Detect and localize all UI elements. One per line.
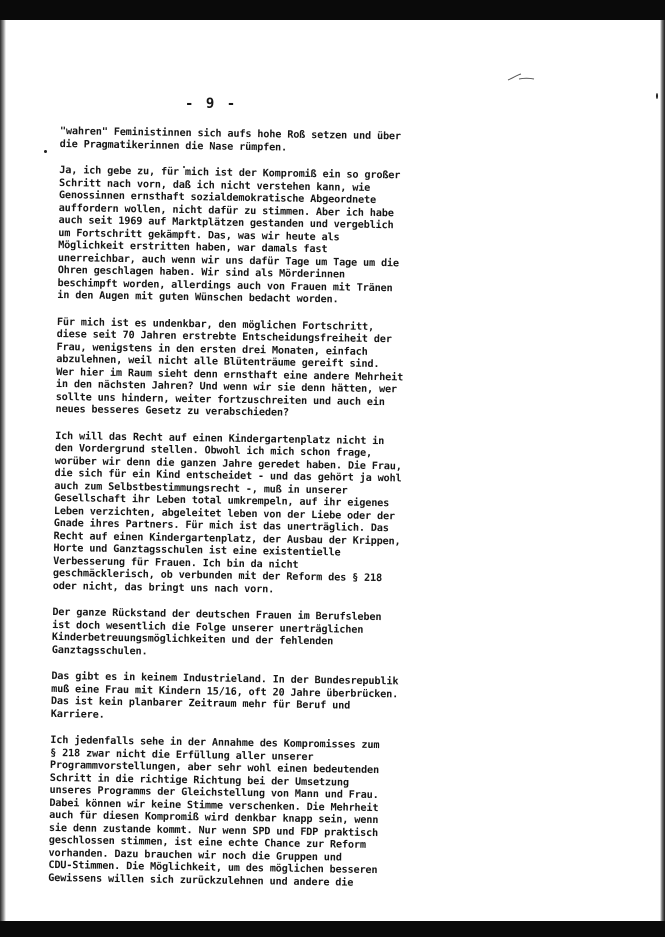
scan-speck — [44, 150, 47, 153]
paragraph: Ich jedenfalls sehe in der Annahme des Kompromisses zum § 218 zwar nicht die Erfüllung aller unserer Programmvorstellungen, aber sehr wohl einen bedeutenden Schritt in die richtige Richtung bei der Umsetzung unseres Programms der Gleichstellung von Mann und Frau. Dabei können wir keine Stimme verschenken. Die Mehrheit auch für diesen Kompromiß wird denkbar knapp sein, wenn sie denn zustande kommt. Nur wenn SPD und FDP praktisch geschlossen stimmen, ist eine echte Chance zur Reform vorhanden. Dazu brauchen wir noch die Gruppen und CDU-Stimmen. Die Möglichkeit, um des möglichen besseren Gewissens willen sich zurückzulehnen und andere die — [48, 734, 380, 889]
paragraph: Ja, ich gebe zu, für mich ist der Kompromiß ein so großer Schritt nach vorn, daß ich nicht verstehen kann, wie Genossinnen ernsthaft sozialdemokratische Abgeordnete auffordern wollen, nicht dafür zu stimmen. Aber ich habe auch seit 1969 auf Marktplätzen gestanden und vergeblich um Fortschritt gekämpft. Das, was wir heute als Möglichkeit erstritten haben, war damals fast unerreichbar, auch wenn wir uns dafür Tage um Tage um die Ohren geschlagen haben. Wir sind als Mörderinnen beschimpft worden, allerdings auch von Frauen mit Tränen in den Augen mit guten Wünschen bedacht worden. — [57, 164, 401, 306]
page-number: - 9 - — [185, 96, 238, 112]
scan-edge-left — [0, 20, 6, 921]
pen-mark — [507, 72, 535, 82]
scan-edge-right — [660, 20, 665, 921]
paragraph: Ich will das Recht auf einen Kindergartenplatz nicht in den Vordergrund stellen. Obwohl ich mich schon frage, worüber wir denn die ganzen Jahre geredet haben. Die Frau, die sich für ein Kind entscheidet - und das gehört ja wohl auch zum Selbstbestimmungsrecht -, muß in unserer Gesellschaft ihr Leben total umkrempeln, auf ihr eigenes Leben verzichten, abgeleitet leben von der Liebe oder der Gnade ihres Partners. Für mich ist das unerträglich. Das Recht auf einen Kindergartenplatz, der Ausbau der Krippen, Horte und Ganztagsschulen ist eine existentielle Verbesserung für Frauen. Ich bin da nicht geschmäcklerisch, ob verbunden mit der Reform des § 218 oder nicht, das bringt uns nach vorn. — [52, 430, 402, 595]
paragraph: Für mich ist es undenkbar, den möglichen Fortschritt, diese seit 70 Jahren erstrebte Entscheidungsfreiheit der Frau, wenigstens in den ersten drei Monaten, einfach abzulehnen, weil nicht alle Blütenträume gereift sind. Wer hier im Raum sieht denn ernsthaft eine andere Mehrheit in den nächsten Jahren? Und wenn wir sie denn hätten, wer sollte uns hindern, weiter fortzuschreiten und auch ein neues besseres Gesetz zu verabschieden? — [55, 316, 404, 419]
scan-border-bottom — [0, 921, 665, 937]
document-body — [48, 126, 440, 905]
scan-speck — [656, 93, 658, 99]
paragraph: Der ganze Rückstand der deutschen Frauen im Berufsleben ist doch wesentlich die Folge unserer unerträglichen Kinderbetreuungsmöglichkeiten und der fehlenden Ganztagsschulen. — [51, 606, 382, 657]
scan-border-top — [0, 0, 665, 20]
paragraph: Das gibt es in keinem Industrieland. In der Bundesrepublik muß eine Frau mit Kindern 15/16, oft 20 Jahre überbrücken. Das ist kein planbarer Zeitraum mehr für Beruf und Karriere. — [50, 670, 399, 721]
paragraph: "wahren" Feministinnen sich aufs hohe Roß setzen und über die Pragmatikerinnen die Nase rümpfen. — [59, 126, 402, 154]
